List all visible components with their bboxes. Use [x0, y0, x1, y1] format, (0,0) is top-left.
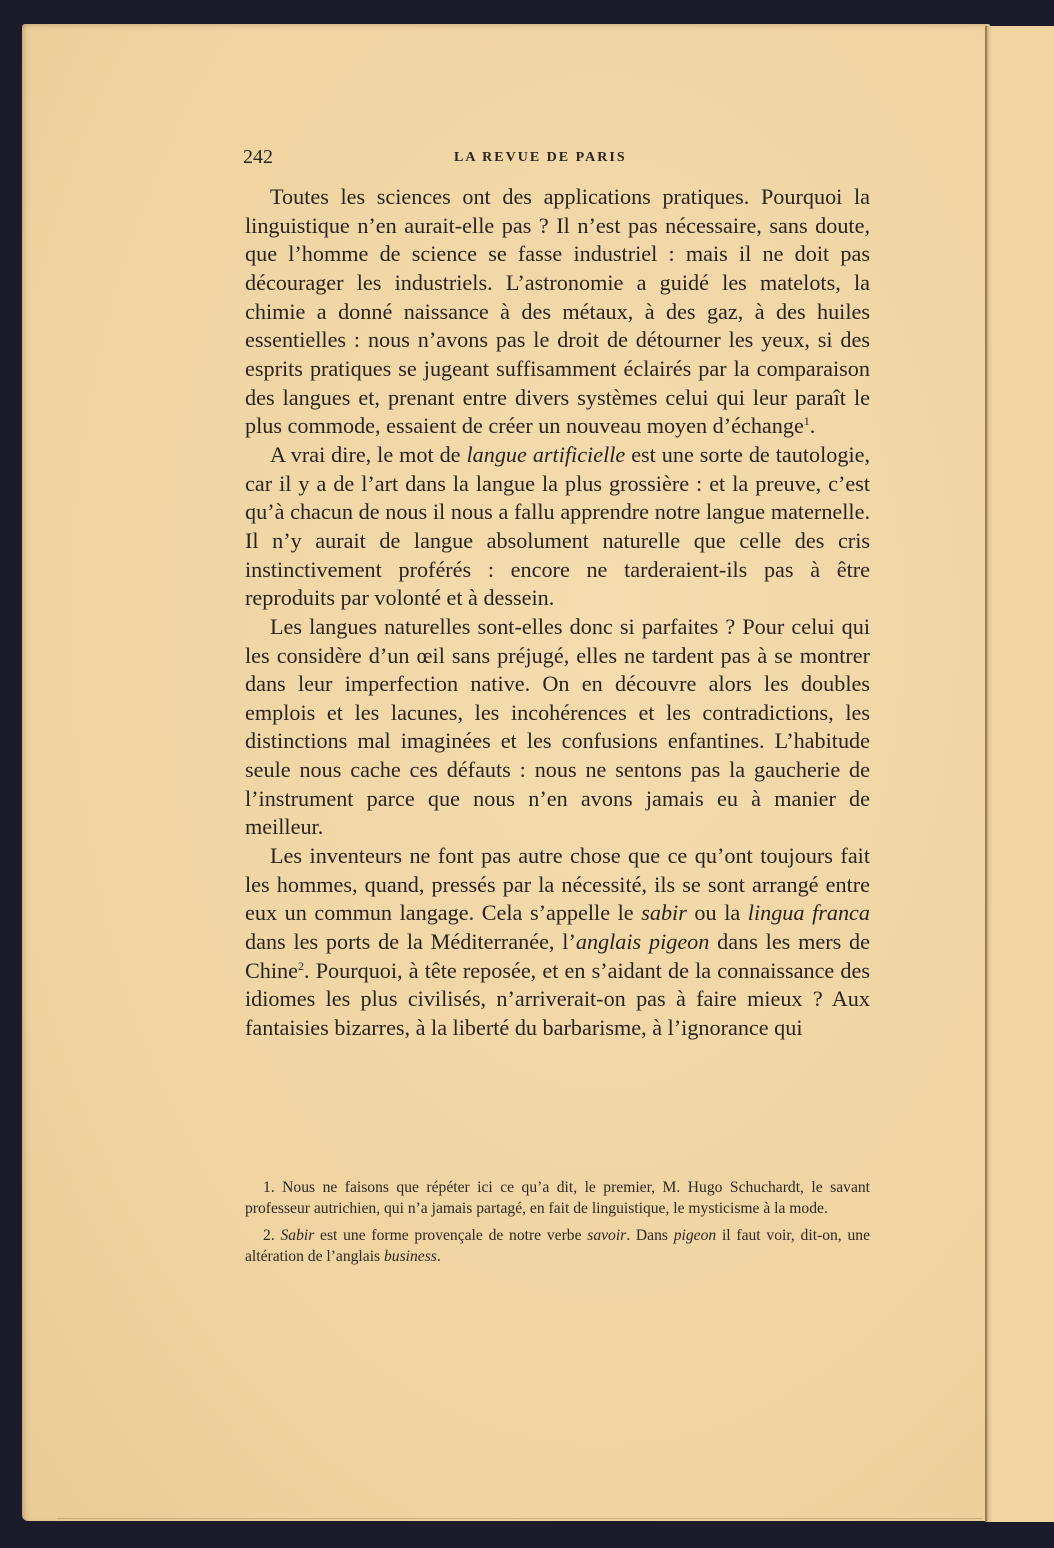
text-run: . [809, 413, 816, 439]
text-run: ou la [686, 900, 748, 926]
paragraph [245, 842, 870, 1043]
next-page-edge [985, 26, 1054, 1522]
italic-term: business [384, 1247, 437, 1265]
text-run: Les langues naturelles sont-elles donc si parfaites ? Pour celui qui les considère d’un œil sans préjugé, elles ne tardent pas à se montrer dans leur imperfection native. On en découvre alors les doubles emplois et les lacunes, les incohérences et les contradictions, les distinctions mal imaginées et les confusions enfantines. L’habitude seule nous cache ces défauts : nous ne sentons pas la gaucherie de l’instrument parce que nous n’en avons jamais eu à manier de meilleur. [245, 613, 870, 840]
text-run: . Pourquoi, à tête reposée, et en s’aidant de la connaissance des idiomes les plus civilisés, n’arriverait-on pas à faire mieux ? Aux fantaisies bizarres, à la liberté du barbarisme, à l’ignorance qui [245, 957, 870, 1041]
text-run: est une forme provençale de notre verbe [314, 1227, 588, 1244]
text-run: dans les ports de la Méditerranée, l’ [245, 929, 576, 955]
body-text [245, 183, 870, 1043]
italic-term: savoir [587, 1227, 627, 1244]
text-run: . Dans [626, 1227, 674, 1244]
italic-term: langue artificielle [466, 441, 626, 467]
paragraph [245, 613, 870, 842]
footnotes [245, 1178, 870, 1274]
italic-term: anglais pigeon [575, 929, 710, 955]
footnote [245, 1226, 870, 1267]
footnote-reference: 1 [803, 414, 810, 429]
text-run: est une sorte de tautologie, car il y a de l’art dans la langue la plus grossière : et la preuve, c’est qu’à chacun de nous il nous a fallu apprendre notre langue maternelle. Il n’y aurait de langue absolument naturelle que celle des cris instinctivement proférés : encore ne tarderaient-ils pas à être reproduits par volonté et à dessein. [245, 441, 871, 611]
text-run: 2. [263, 1227, 281, 1244]
italic-term: lingua franca [747, 900, 870, 926]
page-fold-line [57, 1518, 982, 1519]
paragraph [245, 183, 870, 441]
page-number: 242 [243, 146, 273, 168]
text-run: Toutes les sciences ont des applications pratiques. Pourquoi la linguistique n’en aurait-elle pas ? Il n’est pas nécessaire, sans doute, que l’homme de science se fasse industriel : mais il ne doit pas décourager les industriels. L’astronomie a guidé les matelots, la chimie a donné naissance à des métaux, à des gaz, à des huiles essentielles : nous n’avons pas le droit de détourner les yeux, si des esprits pratiques se jugeant suffisamment éclairés par la comparaison des langues et, prenant entre divers systèmes celui qui leur paraît le plus commode, essaient de créer un nouveau moyen d’échange [245, 184, 870, 439]
paragraph [245, 441, 870, 613]
text-run: 1. Nous ne faisons que répéter ici ce qu’a dit, le premier, M. Hugo Schuchardt, le savant professeur autrichien, qui n’a jamais partagé, en fait de linguistique, le mysticisme à la mode. [245, 1179, 870, 1217]
italic-term: Sabir [280, 1227, 315, 1244]
running-title: LA REVUE DE PARIS [454, 150, 627, 165]
text-run: A vrai dire, le mot de [270, 441, 467, 467]
italic-term: pigeon [673, 1227, 717, 1244]
footnote [245, 1178, 870, 1219]
text-run: Les inventeurs ne font pas autre chose que ce qu’ont toujours fait les hommes, quand, pressés par la nécessité, ils se sont arrangé entre eux un commun langage. Cela s’appelle le [245, 843, 870, 926]
italic-term: sabir [641, 900, 687, 926]
page-header [243, 146, 871, 170]
footnote-reference: 2 [298, 958, 304, 973]
text-run: . [436, 1247, 441, 1265]
text-run: dans les mers de Chine [245, 929, 870, 983]
text-run: il faut voir, dit-on, une altération de l’anglais [245, 1227, 870, 1265]
